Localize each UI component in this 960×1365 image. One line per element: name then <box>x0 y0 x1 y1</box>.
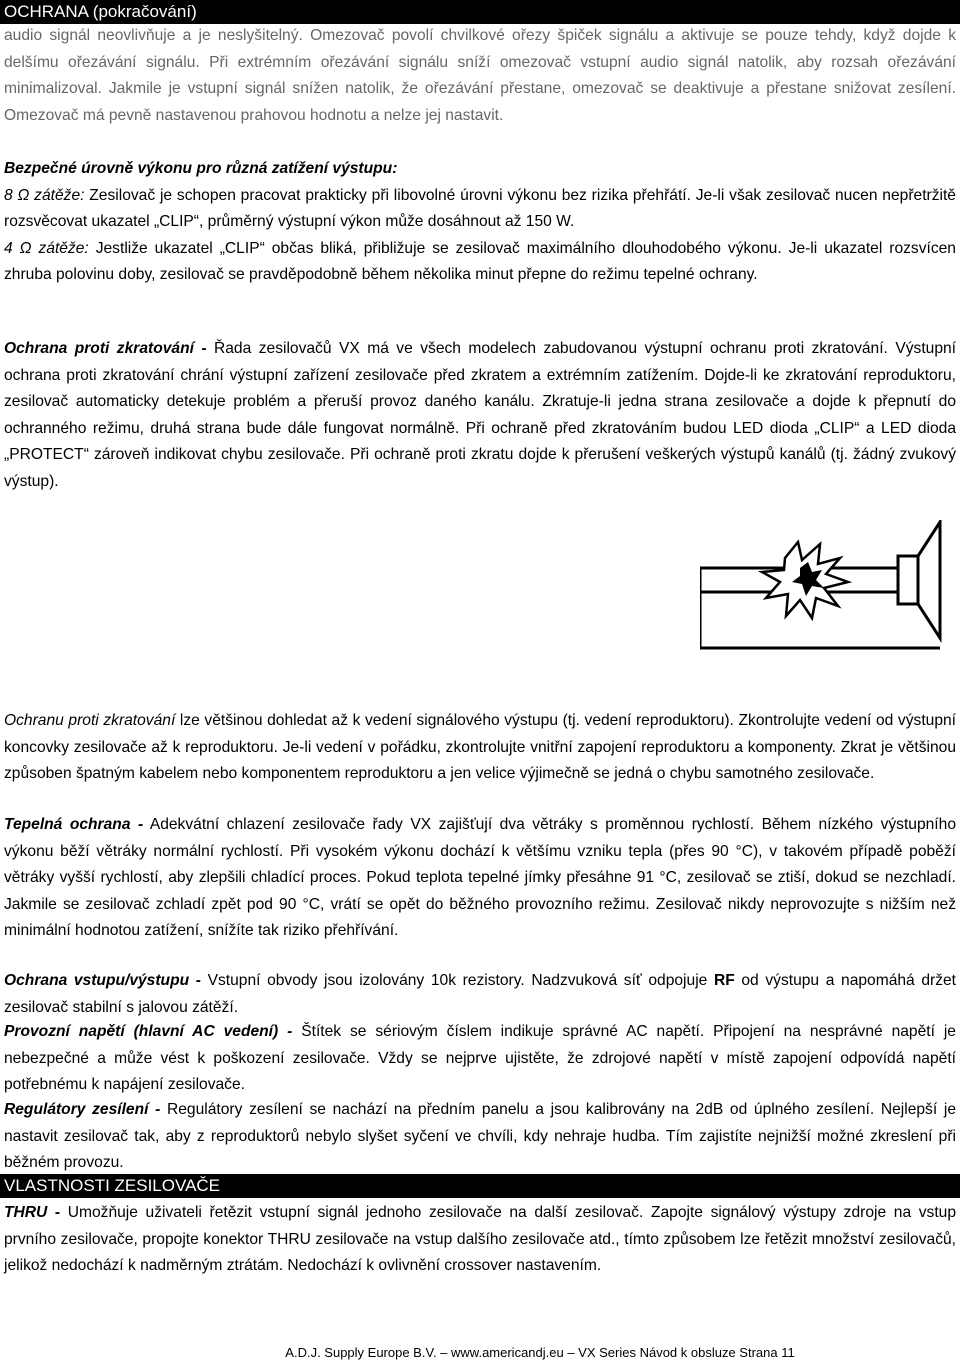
short-troubleshoot-label: Ochranu proti zkratování <box>4 712 176 729</box>
speaker-short-circuit-icon <box>700 520 945 650</box>
section-header-protection: OCHRANA (pokračování) <box>0 0 960 24</box>
safe-power-heading: Bezpečné úrovně výkonu pro různá zatížení výstupu: <box>4 160 398 177</box>
io-protection-rf: RF <box>713 972 735 989</box>
thru-label: THRU - <box>4 1204 61 1221</box>
load-4ohm-text: Jestliže ukazatel „CLIP“ občas bliká, přibližuje se zesilovač maximálního dlouhodobého výkonu. Je-li ukazatel rozsvícen zhruba polovinu doby, zesilovač se pravděpodobně během několika minut přepne do režimu tepelné ochrany. <box>4 239 956 284</box>
load-8ohm-label: 8 Ω zátěže: <box>4 186 85 204</box>
short-protection-label: Ochrana proti zkratování - <box>4 340 207 357</box>
short-troubleshoot-text: lze většinou dohledat až k vedení signálového výstupu (tj. vedení reproduktoru). Zkontrolujte vedení od výstupní koncovky zesilovače až k reproduktoru. Je-li vedení v pořádku, zkontrolujte vnitřní zapojení reproduktoru a komponenty. Zkrat je většinou způsoben špatným kabelem nebo komponentem reproduktoru a jen velice výjimečně se jedná o chybu samotného zesilovače. <box>4 712 957 783</box>
mains-voltage-paragraph <box>4 1019 956 1099</box>
thermal-protection-text: Adekvátní chlazení zesilovače řady VX zajišťují dva větráky s proměnnou rychlostí. Během nízkého výstupního výkonu běží větráky normální rychlostí. Při vysokém výkonu dochází k většímu vzniku tepla (přes 90 °C), v takovém případě poběží větráky vyšší rychlostí, aby zlepšili chladící proces. Pokud teplota tepelné jímky přesáhne 91 °C, zesilovač se ztiší, dokud se nezchladí. Jakmile se zesilovač zchladí zpět pod 90 °C, vrátí se opět do běžného provozního režimu. Zesilovač nikdy neprovozujte s nižším než minimální hodnotou zatížení, snížíte tak riziko přehřívání. <box>4 816 956 940</box>
gain-controls-text: Regulátory zesílení se nachází na předním panelu a jsou kalibrovány na 2dB od úplného zesílení. Nejlepší je nastavit zesilovač tak, aby z reproduktorů nebylo slyšet syčení ve chvíli, kdy nehraje hudba. Tím zajistíte nejnižší možné zkreslení při běžném provozu. <box>4 1101 956 1172</box>
thermal-protection-label: Tepelná ochrana - <box>4 816 144 833</box>
io-protection-paragraph <box>4 968 956 1021</box>
short-protection-paragraph <box>4 336 956 496</box>
load-8ohm-paragraph <box>4 183 956 236</box>
thru-text: Umožňuje uživateli řetězit vstupní signál jednoho zesilovače na další zesilovač. Zapojte signálový výstupy zdroje na vstup prvního zesilovače, propojte konektor THRU zesilovače na vstup dalšího zesilovače atd., tímto způsobem lze řetězit množství zesilovačů, jelikož nedochází k nadměrným ztrátám. Nedochází k ovlivnění crossover nastavením. <box>4 1204 956 1275</box>
load-8ohm-text: Zesilovač je schopen pracovat prakticky při libovolné úrovni výkonu bez rizika přehřátí. Je-li však zesilovač nucen nepřetržitě rozsvěcovat ukazatel „CLIP“, průměrný výstupní výkon může dosáhnout až 150 W. <box>4 186 956 231</box>
short-protection-text: Řada zesilovačů VX má ve všech modelech zabudovanou výstupní ochranu proti zkratování. Výstupní ochrana proti zkratování chrání výstupní zařízení zesilovače před zkratem a extrémním zatížením. Dojde-li ke zkratování reproduktoru, zesilovač automaticky detekuje problém a přeruší provoz daného kanálu. Zkratuje-li jedna strana zesilovače a dojde k přepnutí do ochranného režimu, druhá strana bude dále fungovat normálně. Při ochraně před zkratováním budou LED dioda „CLIP“ a LED dioda „PROTECT“ zároveň indikovat chybu zesilovače. Při ochraně proti zkratu dojde k přerušení veškerých výstupů kanálů (tj. žádný zvukový výstup). <box>4 340 957 490</box>
load-4ohm-label: 4 Ω zátěže: <box>4 239 89 257</box>
load-4ohm-paragraph <box>4 236 956 289</box>
gain-controls-paragraph <box>4 1097 956 1177</box>
short-troubleshoot-paragraph <box>4 708 956 788</box>
mains-voltage-text: Štítek se sériovým číslem indikuje správné AC napětí. Připojení na nesprávné napětí je nebezpečné a může vést k poškození zesilovače. Vždy se nejprve ujistěte, že zdrojové napětí v místě zapojení odpovídá napětí potřebnému k napájení zesilovače. <box>4 1023 956 1094</box>
safe-power-section <box>4 156 956 289</box>
limiter-paragraph: audio signál neovlivňuje a je neslyšitelný. Omezovač povolí chvilkové ořezy špiček signálu a aktivuje se pouze tehdy, když dojde k delšímu ořezávání signálu. Při extrémním ořezávání signálu sníží omezovač vstupní audio signál natolik, aby rozsah ořezávání minimalizoval. Jakmile je vstupní signál snížen natolik, že ořezávání přestane, omezovač se deaktivuje a přestane snižovat zesílení. Omezovač má pevně nastavenou prahovou hodnotu a nelze jej nastavit. <box>4 27 956 124</box>
thru-paragraph <box>4 1200 956 1280</box>
io-protection-text-b: od výstupu a napomáhá držet zesilovač stabilní s jalovou zátěží. <box>4 972 957 1016</box>
mains-voltage-label: Provozní napětí (hlavní AC vedení) - <box>4 1023 293 1040</box>
io-protection-label: Ochrana vstupu/výstupu - <box>4 972 201 989</box>
io-protection-text-a: Vstupní obvody jsou izolovány 10k rezistory. Nadzvuková síť odpojuje <box>200 972 714 989</box>
section-header-features: VLASTNOSTI ZESILOVAČE <box>0 1174 960 1198</box>
page-footer: A.D.J. Supply Europe B.V. – www.americandj.eu – VX Series Návod k obsluze Strana 11 <box>285 1345 795 1360</box>
gain-controls-label: Regulátory zesílení - <box>4 1101 161 1118</box>
thermal-protection-paragraph <box>4 812 956 945</box>
